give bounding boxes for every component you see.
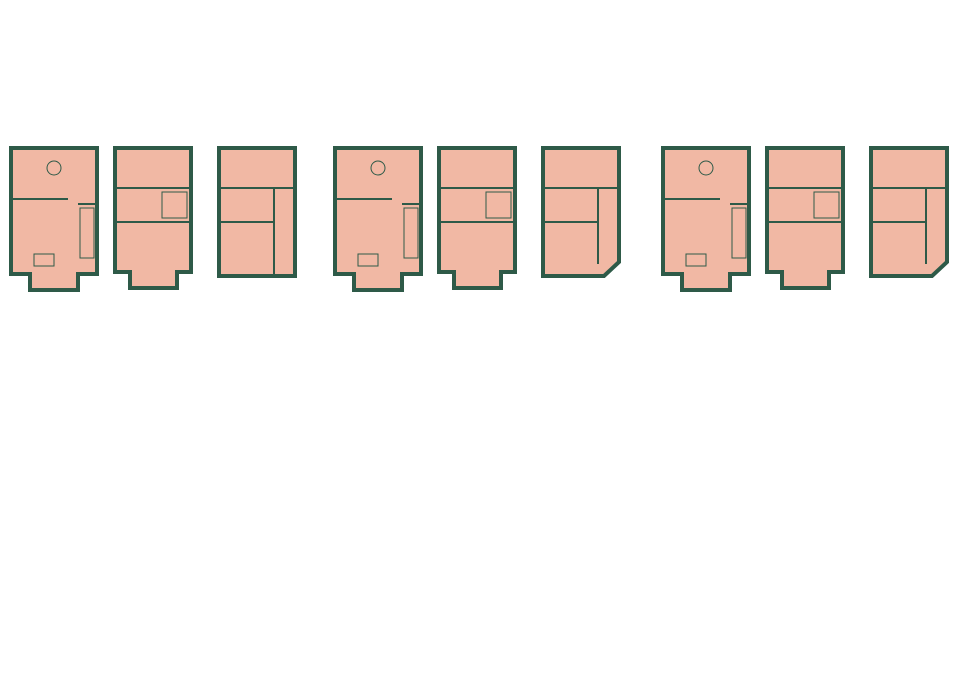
house-column-no7-9 xyxy=(328,84,638,296)
floor-plans xyxy=(4,116,314,296)
house-name xyxy=(328,84,638,112)
site-plan xyxy=(366,494,598,578)
house-column-no6 xyxy=(656,84,962,296)
first-floor-plan xyxy=(436,144,518,294)
table-header xyxy=(32,349,284,363)
ground-floor-plan xyxy=(660,144,752,294)
site-plan xyxy=(40,494,272,578)
second-floor-plan xyxy=(540,144,622,294)
table-header xyxy=(685,349,937,363)
ground-floor-plan xyxy=(8,144,100,294)
house-name xyxy=(656,84,962,112)
house-column-no10 xyxy=(4,84,314,296)
table-header xyxy=(357,349,609,363)
second-floor-plan xyxy=(216,144,298,294)
ground-floor-plan xyxy=(332,144,424,294)
floor-plans xyxy=(328,116,638,296)
room-dimensions-table xyxy=(32,349,284,363)
second-floor-plan xyxy=(868,144,950,294)
first-floor-plan xyxy=(764,144,846,294)
room-dimensions-table xyxy=(357,349,609,363)
first-floor-plan xyxy=(112,144,194,294)
house-name xyxy=(4,84,314,112)
site-plan xyxy=(690,494,922,578)
room-dimensions-table xyxy=(685,349,937,363)
floor-plans xyxy=(656,116,962,296)
